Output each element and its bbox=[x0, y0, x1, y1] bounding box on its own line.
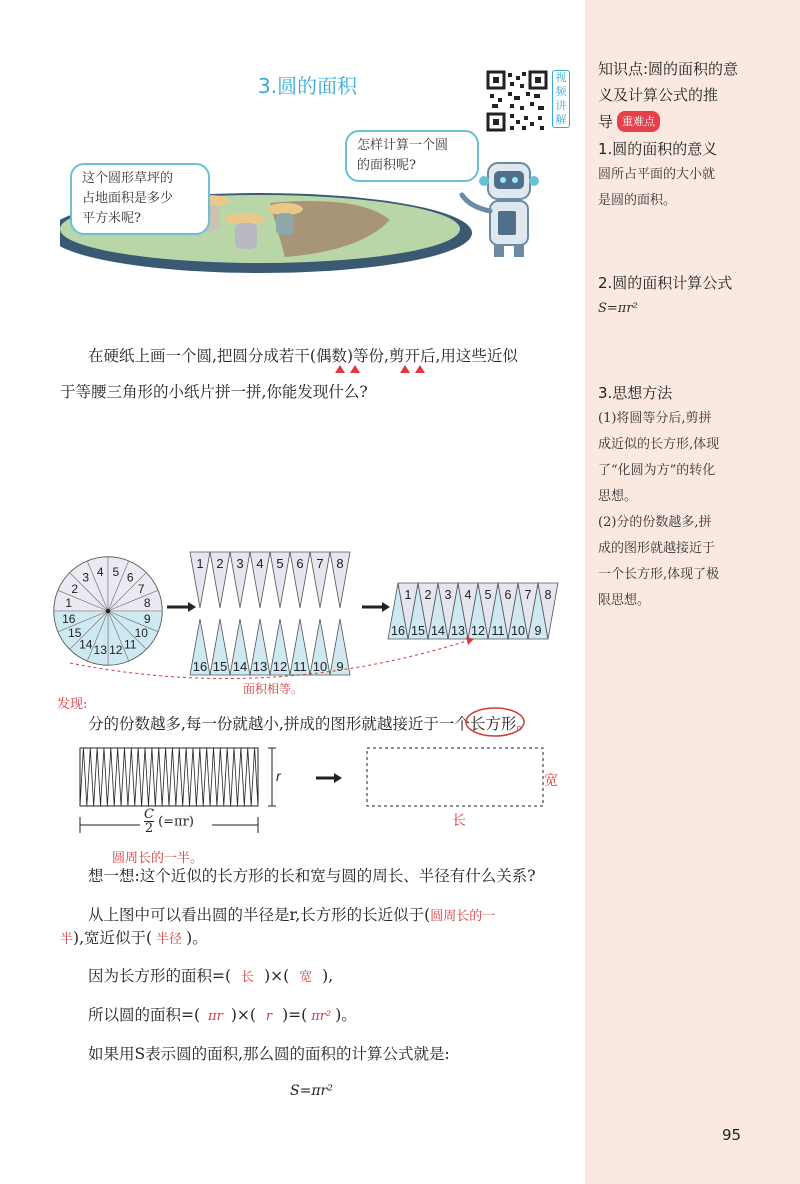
fraction-denominator: 2 bbox=[144, 821, 154, 836]
heading-line-1: 知识点:圆的面积的意 bbox=[598, 60, 739, 78]
finding-answer-wrap bbox=[470, 712, 517, 734]
page-title: 3.圆的面积 bbox=[258, 74, 358, 98]
sector-number: 1 bbox=[65, 596, 73, 611]
bubble-lawn-line-2: 占地面积是多少 bbox=[82, 191, 174, 207]
section-3-line-7: 一个长方形,体现了极 bbox=[598, 567, 720, 583]
arrow-icon bbox=[316, 773, 342, 783]
video-label-char-4: 解 bbox=[555, 113, 567, 126]
q3-answer-pi-r-squared: πr² bbox=[311, 1009, 332, 1024]
question-1-line-1 bbox=[88, 903, 495, 925]
video-label-char-2: 频 bbox=[555, 85, 567, 98]
triangle-number: 8 bbox=[336, 556, 344, 571]
triangle-number: 9 bbox=[336, 659, 344, 674]
finding-end: 。 bbox=[516, 715, 532, 733]
triangle-number: 6 bbox=[504, 588, 512, 602]
triangle-number: 16 bbox=[192, 659, 208, 674]
triangle-number: 13 bbox=[451, 624, 465, 638]
equal-area-note: 面积相等。 bbox=[243, 682, 304, 696]
q2-answer-width: 宽 bbox=[299, 970, 313, 985]
radius-label: r bbox=[276, 768, 281, 784]
q3-answer-pi-r: πr bbox=[208, 1009, 223, 1024]
triangle-number: 4 bbox=[256, 556, 264, 571]
section-3-line-5: (2)分的份数越多,拼 bbox=[598, 515, 712, 531]
zigzag-strip bbox=[80, 748, 258, 806]
triangle-number: 11 bbox=[293, 659, 307, 674]
heading-line-2: 义及计算公式的推 bbox=[598, 86, 719, 105]
triangle-number: 8 bbox=[544, 588, 552, 602]
answer-circle-mark bbox=[464, 706, 526, 738]
width-label: 宽 bbox=[544, 773, 558, 789]
triangle-number: 5 bbox=[484, 588, 492, 602]
sector-number: 9 bbox=[143, 611, 151, 626]
section-1-line-2: 是圆的面积。 bbox=[598, 193, 677, 209]
sector-number: 6 bbox=[126, 570, 134, 585]
triangle-number: 1 bbox=[404, 588, 412, 602]
section-3-line-2: 成近似的长方形,体现 bbox=[598, 437, 720, 453]
fraction-numerator: C bbox=[144, 807, 154, 822]
sector-number: 3 bbox=[82, 570, 90, 585]
dashed-rectangle bbox=[367, 748, 543, 806]
arrow-icon bbox=[362, 602, 390, 612]
heading-line-3 bbox=[598, 109, 738, 135]
sector-number: 5 bbox=[112, 564, 120, 579]
intro-line-1: 在硬纸上画一个圆,把圆分成若干(偶数)等份,剪开后,用这些近似 bbox=[88, 347, 518, 365]
q3-text-c: )=( bbox=[282, 1006, 308, 1024]
triangle-number: 5 bbox=[276, 556, 284, 571]
sector-number: 12 bbox=[109, 643, 123, 658]
sidebar-section-1 bbox=[598, 136, 717, 214]
half-circumference-note: 圆周长的一半。 bbox=[112, 851, 204, 866]
triangle-number: 14 bbox=[431, 624, 445, 638]
difficulty-tag: 重难点 bbox=[617, 111, 660, 132]
bubble-lawn-line-3: 平方米呢? bbox=[82, 211, 141, 227]
q1-answer-part-1: 圆周长的一 bbox=[430, 909, 496, 924]
triangle-number: 15 bbox=[411, 624, 425, 638]
sidebar-section-3 bbox=[598, 380, 719, 614]
section-3-line-3: 了“化圆为方”的转化 bbox=[598, 463, 716, 479]
sector-number: 7 bbox=[137, 581, 145, 596]
section-3-line-1: (1)将圆等分后,剪拼 bbox=[598, 411, 712, 427]
triangle-number: 3 bbox=[236, 556, 244, 571]
triangle-number: 4 bbox=[464, 588, 472, 602]
equals-pi-r: (=πr) bbox=[158, 814, 194, 830]
triangle-number: 14 bbox=[232, 659, 248, 674]
page-number: 95 bbox=[722, 1126, 742, 1144]
triangle-number: 12 bbox=[272, 659, 288, 674]
triangle-number: 9 bbox=[534, 624, 542, 638]
triangle-number: 16 bbox=[391, 624, 405, 638]
intro-line-2: 于等腰三角形的小纸片拼一拼,你能发现什么? bbox=[60, 383, 368, 401]
q1-text-b: ),宽近似于( bbox=[73, 929, 153, 947]
q3-answer-r: r bbox=[265, 1009, 273, 1024]
triangle-number: 11 bbox=[491, 624, 505, 638]
sector-number: 13 bbox=[93, 643, 107, 658]
sector-number: 14 bbox=[79, 637, 93, 652]
sector-number: 16 bbox=[62, 611, 76, 626]
q2-text-a: 因为长方形的面积=( bbox=[88, 967, 232, 985]
question-4: 如果用S表示圆的面积,那么圆的面积的计算公式就是: bbox=[88, 1045, 450, 1063]
triangle-number: 13 bbox=[252, 659, 268, 674]
sector-number: 15 bbox=[68, 626, 82, 641]
knowledge-point-heading bbox=[598, 56, 738, 135]
section-3-title: 3.思想方法 bbox=[598, 384, 673, 402]
finding-text: 分的份数越多,每一份就越小,拼成的图形就越接近于一个 bbox=[88, 715, 470, 733]
q1-text-c: )。 bbox=[186, 929, 208, 947]
think-question: 想一想:这个近似的长方形的长和宽与圆的周长、半径有什么关系? bbox=[88, 867, 536, 885]
section-3-line-6: 成的图形就越接近于 bbox=[598, 541, 716, 557]
emphasis-marks bbox=[330, 363, 440, 373]
bottom-row-triangles bbox=[190, 619, 350, 675]
section-2-title: 2.圆的面积计算公式 bbox=[598, 274, 733, 292]
area-formula: S=πr² bbox=[290, 1083, 333, 1099]
bubble-robot-line-2: 的面积呢? bbox=[357, 158, 416, 174]
triangle-number: 10 bbox=[511, 624, 525, 638]
bubble-lawn-line-1: 这个圆形草坪的 bbox=[82, 171, 174, 186]
triangle-number: 2 bbox=[424, 588, 432, 602]
q3-text-d: )。 bbox=[335, 1006, 357, 1024]
section-2-formula: S=πr² bbox=[598, 301, 638, 317]
video-label-char-3: 讲 bbox=[555, 99, 567, 112]
sector-number: 10 bbox=[134, 626, 148, 641]
sector-number: 11 bbox=[123, 637, 137, 652]
sector-number: 4 bbox=[96, 564, 104, 579]
finding-sentence bbox=[88, 712, 532, 734]
assembled-parallelogram bbox=[388, 583, 558, 639]
section-1-title: 1.圆的面积的意义 bbox=[598, 140, 718, 158]
question-1-line-2 bbox=[60, 926, 208, 948]
question-3 bbox=[88, 1003, 357, 1025]
q1-text-a: 从上图中可以看出圆的半径是r,长方形的长近似于( bbox=[88, 906, 431, 924]
triangle-number: 12 bbox=[471, 624, 485, 638]
finding-answer: 长方形 bbox=[469, 715, 517, 733]
section-1-line-1: 圆所占平面的大小就 bbox=[598, 167, 716, 183]
triangle-number: 15 bbox=[212, 659, 228, 674]
q2-text-b: )×( bbox=[264, 967, 290, 985]
circle-dissection-diagram bbox=[50, 545, 580, 695]
question-2 bbox=[88, 964, 333, 986]
discover-label: 发现: bbox=[57, 697, 88, 712]
section-3-line-4: 思想。 bbox=[598, 489, 638, 505]
video-explanation-label[interactable] bbox=[552, 70, 570, 128]
bubble-robot-line-1: 怎样计算一个圆 bbox=[357, 138, 449, 153]
q1-answer-part-2: 半 bbox=[60, 932, 74, 947]
heading-line-3-text: 导 bbox=[598, 112, 614, 131]
triangle-number: 7 bbox=[316, 556, 324, 571]
speech-bubble-lawn bbox=[70, 163, 210, 235]
q3-text-a: 所以圆的面积=( bbox=[88, 1006, 201, 1024]
half-circumference-label bbox=[144, 808, 194, 836]
triangle-number: 6 bbox=[296, 556, 304, 571]
sidebar-section-2 bbox=[598, 270, 732, 322]
triangle-number: 7 bbox=[524, 588, 532, 602]
length-label: 长 bbox=[452, 813, 466, 829]
triangle-number: 10 bbox=[312, 659, 328, 674]
q2-text-c: ), bbox=[322, 967, 334, 985]
triangle-number: 3 bbox=[444, 588, 452, 602]
section-3-line-8: 限思想。 bbox=[598, 593, 651, 609]
triangle-number: 2 bbox=[216, 556, 224, 571]
divided-circle bbox=[54, 557, 162, 665]
speech-bubble-robot bbox=[345, 130, 479, 182]
video-label-char-1: 视 bbox=[555, 71, 567, 84]
sector-number: 2 bbox=[71, 581, 79, 596]
qr-code-icon[interactable] bbox=[486, 70, 548, 132]
q3-text-b: )×( bbox=[230, 1006, 256, 1024]
arrow-icon bbox=[167, 602, 196, 612]
sector-number: 8 bbox=[143, 596, 151, 611]
triangle-number: 1 bbox=[196, 556, 204, 571]
q2-answer-length: 长 bbox=[241, 970, 255, 985]
q1-answer-width: 半径 bbox=[156, 932, 183, 947]
circle-center bbox=[106, 609, 110, 613]
top-row-triangles bbox=[190, 552, 350, 608]
